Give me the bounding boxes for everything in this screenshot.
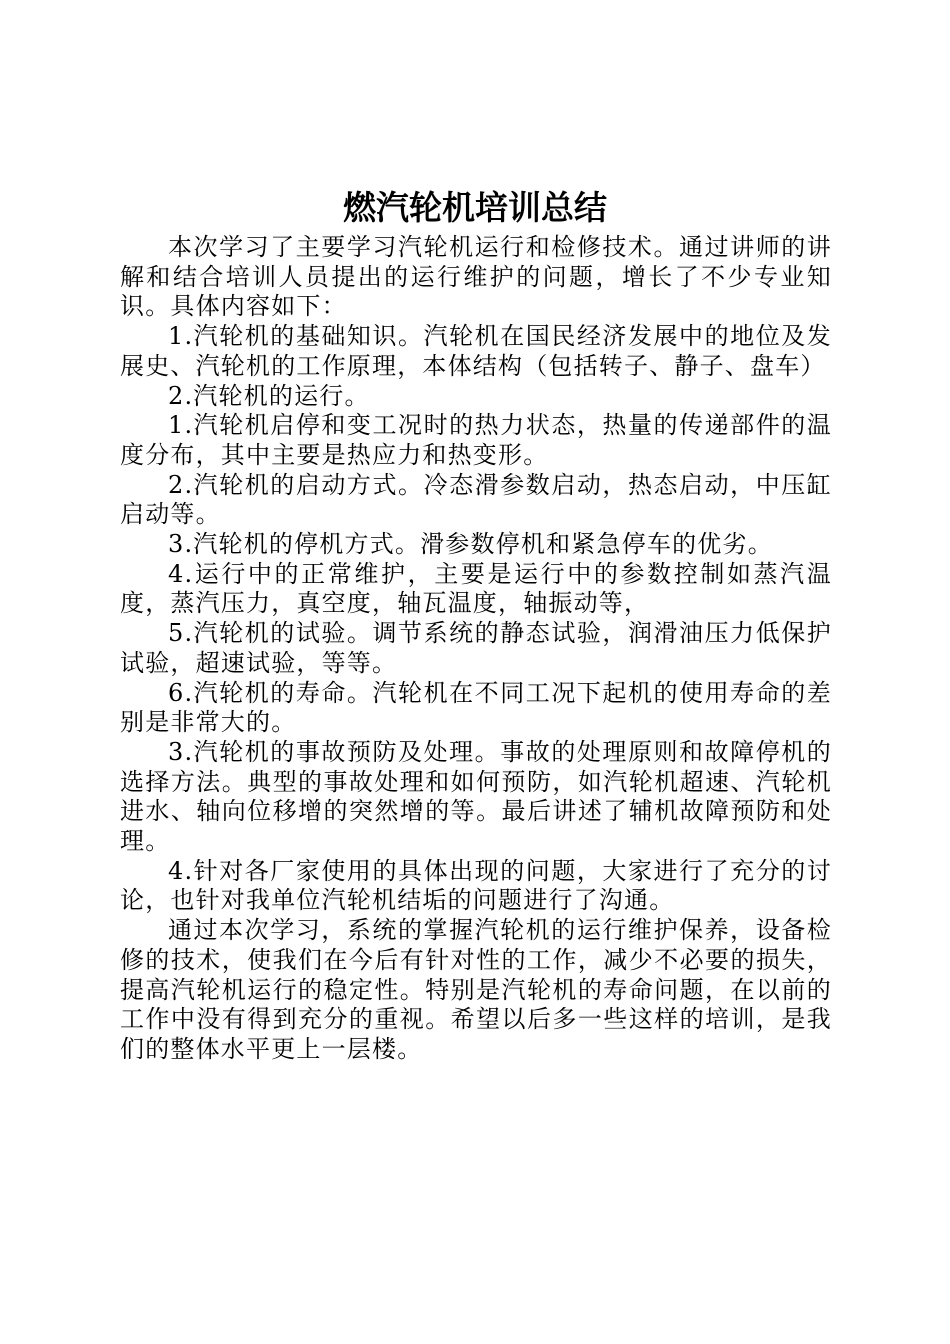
document-body [120,233,832,1065]
paragraph-item: 1.汽轮机的基础知识。汽轮机在国民经济发展中的地位及发展史、汽轮机的工作原理，本体结构（包括转子、静子、盘车） [120,322,832,380]
paragraph-item: 4.针对各厂家使用的具体出现的问题，大家进行了充分的讨论，也针对我单位汽轮机结垢的问题进行了沟通。 [120,856,832,915]
paragraph-conclusion: 通过本次学习，系统的掌握汽轮机的运行维护保养，设备检修的技术，使我们在今后有针对性的工作，减少不必要的损失，提高汽轮机运行的稳定性。特别是汽轮机的寿命问题，在以前的工作中没有得到充分的重视。希望以后多一些这样的培训，是我们的整体水平更上一层楼。 [120,916,832,1063]
paragraph-item: 3.汽轮机的停机方式。滑参数停机和紧急停车的优劣。 [168,530,773,559]
paragraph-item: 1.汽轮机启停和变工况时的热力状态，热量的传递部件的温度分布，其中主要是热应力和热变形。 [120,411,832,469]
document-title: 燃汽轮机培训总结 [343,188,607,227]
paragraph-item: 2.汽轮机的运行。 [168,381,370,410]
paragraph-item: 5.汽轮机的试验。调节系统的静态试验，润滑油压力低保护试验，超速试验，等等。 [120,619,832,677]
paragraph-item: 6.汽轮机的寿命。汽轮机在不同工况下起机的使用寿命的差别是非常大的。 [120,678,832,737]
paragraph-item: 4.运行中的正常维护，主要是运行中的参数控制如蒸汽温度，蒸汽压力，真空度，轴瓦温度，轴振动等， [120,559,832,618]
paragraph-item: 3.汽轮机的事故预防及处理。事故的处理原则和故障停机的选择方法。典型的事故处理和如何预防，如汽轮机超速、汽轮机进水、轴向位移增的突然增的等。最后讲述了辅机故障预防和处理。 [120,737,832,856]
paragraph-intro: 本次学习了主要学习汽轮机运行和检修技术。通过讲师的讲解和结合培训人员提出的运行维护的问题，增长了不少专业知识。具体内容如下： [120,233,832,321]
paragraph-item: 2.汽轮机的启动方式。冷态滑参数启动，热态启动，中压缸启动等。 [120,470,832,529]
